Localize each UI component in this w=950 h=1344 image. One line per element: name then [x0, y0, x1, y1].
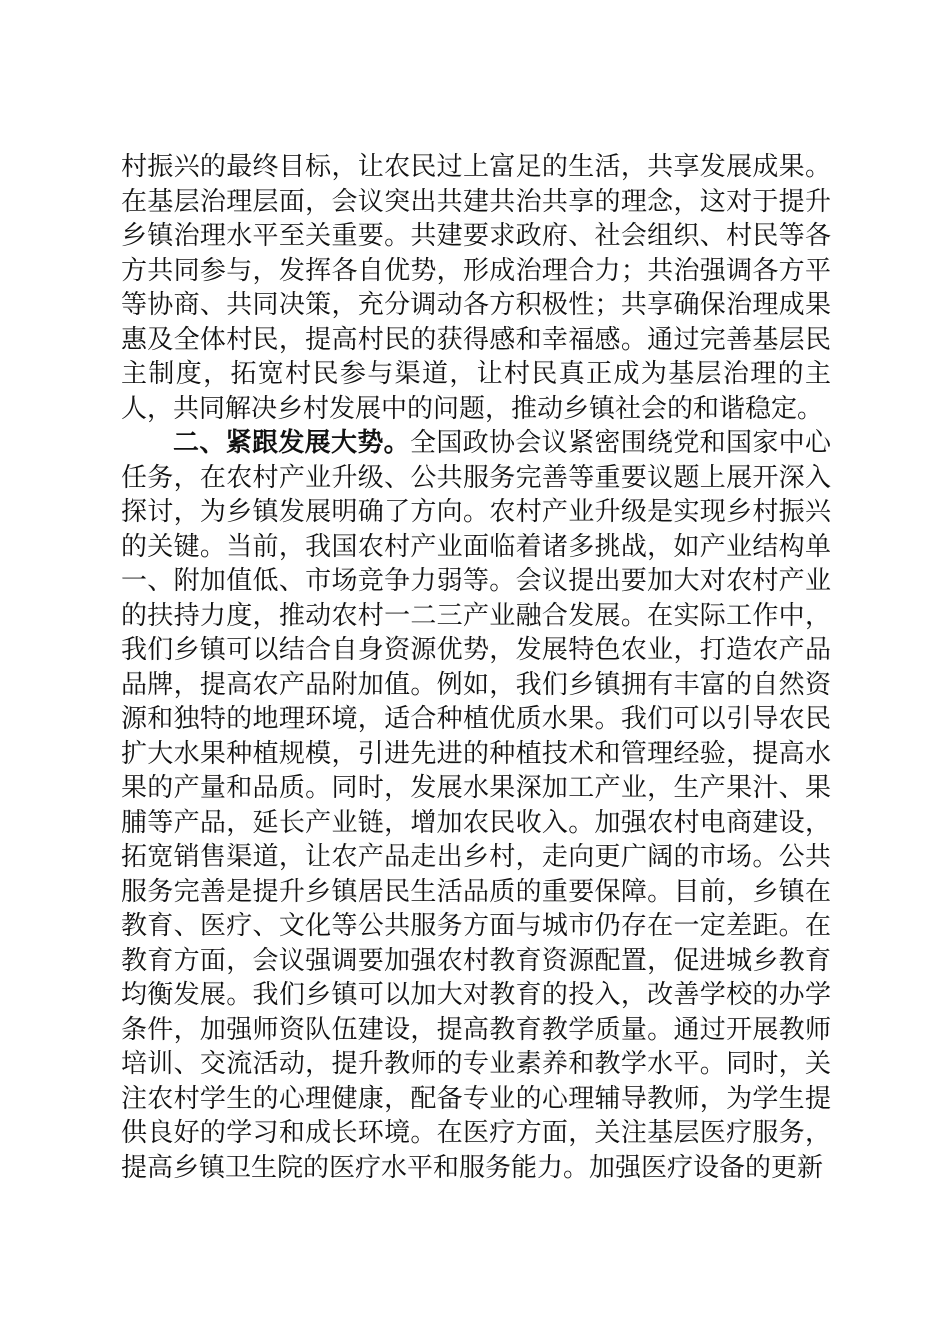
paragraph-section-two — [121, 426, 831, 1185]
paragraph-continuation: 村振兴的最终目标，让农民过上富足的生活，共享发展成果。在基层治理层面，会议突出共建共治共享的理念，这对于提升乡镇治理水平至关重要。共建要求政府、社会组织、村民等各方共同参与，发挥各自优势，形成治理合力；共治强调各方平等协商、共同决策，充分调动各方积极性；共享确保治理成果惠及全体村民，提高村民的获得感和幸福感。通过完善基层民主制度，拓宽村民参与渠道，让村民真正成为基层治理的主人，共同解决乡村发展中的问题，推动乡镇社会的和谐稳定。 — [121, 152, 831, 424]
section-body: 全国政协会议紧密围绕党和国家中心任务，在农村产业升级、公共服务完善等重要议题上展开深入探讨，为乡镇发展明确了方向。农村产业升级是实现乡村振兴的关键。当前，我国农村产业面临着诸多挑战，如产业结构单一、附加值低、市场竞争力弱等。会议提出要加大对农村产业的扶持力度，推动农村一二三产业融合发展。在实际工作中，我们乡镇可以结合自身资源优势，发展特色农业，打造农产品品牌，提高农产品附加值。例如，我们乡镇拥有丰富的自然资源和独特的地理环境，适合种植优质水果。我们可以引导农民扩大水果种植规模，引进先进的种植技术和管理经验，提高水果的产量和品质。同时，发展水果深加工产业，生产果汁、果脯等产品，延长产业链，增加农民收入。加强农村电商建设，拓宽销售渠道，让农产品走出乡村，走向更广阔的市场。公共服务完善是提升乡镇居民生活品质的重要保障。目前，乡镇在教育、医疗、文化等公共服务方面与城市仍存在一定差距。在教育方面，会议强调要加强农村教育资源配置，促进城乡教育均衡发展。我们乡镇可以加大对教育的投入，改善学校的办学条件，加强师资队伍建设，提高教育教学质量。通过开展教师培训、交流活动，提升教师的专业素养和教学水平。同时，关注农村学生的心理健康，配备专业的心理辅导教师，为学生提供良好的学习和成长环境。在医疗方面，关注基层医疗服务，提高乡镇卫生院的医疗水平和服务能力。加强医疗设备的更新 — [121, 428, 831, 1183]
section-heading: 二、紧跟发展大势。 — [173, 428, 410, 458]
document-body — [121, 150, 831, 1185]
